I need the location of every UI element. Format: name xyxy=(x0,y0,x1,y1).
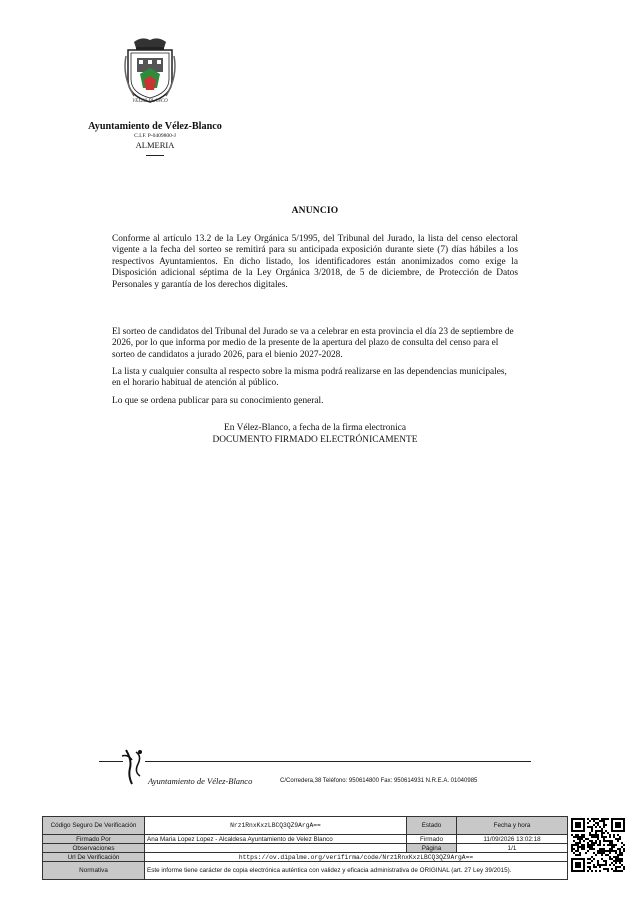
organization-province: ALMERIA xyxy=(135,140,175,150)
footer-logo-icon xyxy=(118,746,150,786)
estado-value: Firmado xyxy=(407,835,457,844)
notice-paragraph-2: El sorteo de candidatos del Tribunal del Jurado se va a celebrar en esta provincia el día 23 de septiembre de 2026, por lo que informa por medio de la presente de la apertura del plazo de consulta del censo para el sorteo de candidatos a jurado 2026, para el bienio 2027-2028. xyxy=(112,327,514,360)
organization-name: Ayuntamiento de Vélez-Blanco xyxy=(88,121,222,132)
table-row xyxy=(43,862,568,880)
csv-value: Nrz1RnxKxzLBCQ3QZ9ArgA== xyxy=(145,817,407,835)
notice-paragraph-1: Conforme al artículo 13.2 de la Ley Orgánica 5/1995, del Tribunal del Jurado, la lista del censo electoral vigente a la fecha del sorteo se remitirá para su anticipada exposición durante siete (7) días hábiles a los respectivos Ayuntamientos. En dicho listado, los identificadores están anonimizados como exige la Disposición adicional séptima de la Ley Orgánica 3/2018, de 5 de diciembre, de Protección de Datos Personales y garantía de los derechos digitales. xyxy=(112,234,518,290)
url-label: Url De Verificación xyxy=(43,853,145,862)
verification-url-link[interactable]: https://ov.dipalme.org/verifirma/code/Nrz1RnxKxzLBCQ3QZ9ArgA== xyxy=(145,853,568,862)
footer-contact-info: C/Corredera,38 Teléfono: 950614800 Fax: 950614931 N.R.E.A. 01040985 xyxy=(280,778,478,784)
observaciones-value xyxy=(145,844,407,853)
firmado-label: Firmado Por xyxy=(43,835,145,844)
qr-code-icon[interactable] xyxy=(571,818,625,872)
fecha-value: 11/09/2026 13:02:18 xyxy=(457,835,568,844)
signature-document-note: DOCUMENTO FIRMADO ELECTRÓNICAMENTE xyxy=(212,435,418,445)
municipal-crest-icon xyxy=(120,36,180,108)
normativa-label: Normativa xyxy=(43,862,145,880)
estado-header: Estado xyxy=(407,817,457,835)
table-row xyxy=(43,853,568,862)
observaciones-label: Observaciones xyxy=(43,844,145,853)
notice-title: ANUNCIO xyxy=(291,206,339,216)
table-row xyxy=(43,835,568,844)
table-row xyxy=(43,844,568,853)
header-divider xyxy=(146,155,164,156)
firmado-value: Ana Maria Lopez Lopez - Alcaldesa Ayuntamiento de Velez Blanco xyxy=(145,835,407,844)
notice-paragraph-4: Lo que se ordena publicar para su conocimiento general. xyxy=(112,396,324,406)
notice-paragraph-3: La lista y cualquier consulta al respecto sobre la misma podrá realizarse en las dependencias municipales, en el horario habitual de atención al público. xyxy=(112,367,507,389)
pagina-value: 1/1 xyxy=(457,844,568,853)
pagina-label: Página xyxy=(407,844,457,853)
crest-motto: VÉLEZ-BLANCO xyxy=(132,99,168,104)
table-row xyxy=(43,817,568,835)
footer-organization-name: Ayuntamiento de Vélez-Blanco xyxy=(148,776,253,786)
signature-place: En Vélez-Blanco, a fecha de la firma electronica xyxy=(223,423,407,433)
fecha-header: Fecha y hora xyxy=(457,817,568,835)
organization-cif: C.I.F. P-0409800-J xyxy=(134,133,176,139)
normativa-value: Este informe tiene carácter de copia electrónica auténtica con validez y eficacia administrativa de ORIGINAL (art. 27 Ley 39/2015). xyxy=(145,862,568,880)
verification-table xyxy=(42,816,568,880)
footer-rule-right xyxy=(145,761,531,762)
csv-label: Código Seguro De Verificación xyxy=(43,817,145,835)
